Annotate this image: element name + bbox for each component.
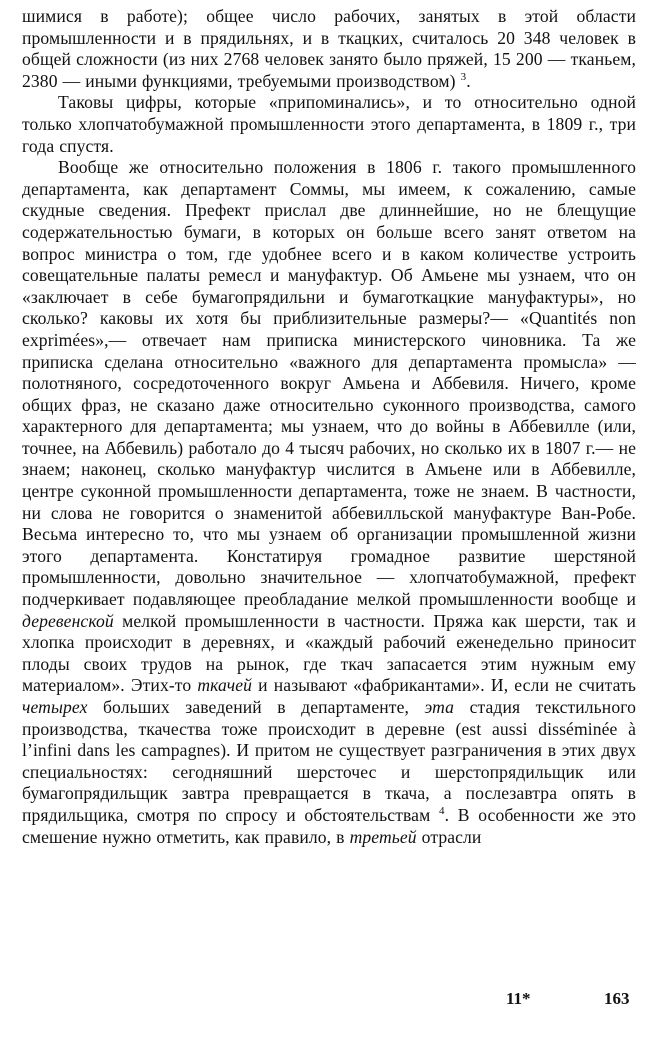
text-run: . [466,70,471,91]
italic-text: третьей [349,826,417,847]
text-run: отрасли [416,826,482,847]
text-run: стадия текстильного производства, ткачества тоже происходит в деревне (est aussi disséminée à l’infini dans les campagnes). И притом не существует разграничения в этих двух специальностях: сегодняшний шерсточес и шерстопрядильщик или бумагопрядильщик завтра превращается в ткача, а послезавтра опять в прядильщика, смотря по спросу и обстоятельствам [22,697,636,825]
page-number: 163 [604,989,630,1008]
text-run: . В особенности же это смешение нужно отметить, как правило, в [22,804,636,847]
page-footer [0,989,660,1015]
page-body [22,6,636,848]
italic-text: эта [424,697,455,717]
text-run: больших заведений в департаменте, [87,697,425,717]
text-run: шимися в работе); общее число рабочих, занятых в этой области промышленности и в прядильнях, и в ткацких, считалось 20 348 человек в общей сложности (из них 2768 человек занято было пряжей, 15 200 — тканьем, 2380 — иными функциями, требуемыми производством) [22,6,636,91]
footnote-ref[interactable]: 4 [438,805,445,818]
text-run: и называют «фабрикантами». И, если не считать [252,675,636,696]
text-run: Таковы цифры, которые «припоминались», и то относительно одной только хлопчатобумажной промышленности этого департамента, в 1809 г., три года спустя. [22,92,636,156]
text-run: мелкой промышленности в частности. Пряжа как шерсти, так и хлопка происходит в деревнях, и «каждый рабочий еженедельно приносит плоды своих трудов на рынок, где ткач запасается этим нужным ему материалом». Этих-то [22,610,636,696]
paragraph [22,92,636,157]
printer-signature-mark: 11* [506,989,531,1008]
paragraph [22,157,636,848]
italic-text: деревенской [22,610,114,631]
text-run: Вообще же относительно положения в 1806 г. такого промышленного департамента, как департамент Соммы, мы имеем, к сожалению, самые скудные сведения. Префект прислал две длиннейшие, но не блещущие содержательностью бумаги, в которых он больше всего занят ответом на вопрос министра о том, где удобнее всего и в каком количестве устроить совещательные палаты ремесл и мануфактур. Об Амьене мы узнаем, что он «заключает в себе бумагопрядильни и бумаготкацкие мануфактуры», но сколько? каковы их хотя бы приблизительные размеры?— «Quantités non exprimées»,— отвечает нам приписка министерского чиновника. Та же приписка сделана относительно «важного для департамента промысла» — полотняного, сосредоточенного вокруг Амьена и Аббевиля. Ничего, кроме общих фраз, не сказано даже относительно суконного производства, самого характерного для департамента; мы узнаем, что до войны в Аббевилле (или, точнее, на Аббевиль) работало до 4 тысяч рабочих, но сколько их в 1807 г.— не знаем; наконец, сколько мануфактур числится в Амьене или в Аббевилле, центре суконной промышленности департамента, тоже не знаем. В частности, ни слова не говорится о знаменитой аббевилльской мануфактуре Ван-Робе. Весьма интересно то, что мы узнаем об организации промышленной жизни этого департамента. Констатируя громадное развитие шерстяной промышленности, довольно значительное — хлопчатобумажной, префект подчеркивает подавляющее преобладание мелкой промышленности вообще и [22,157,636,610]
footnote-ref[interactable]: 3 [460,70,467,83]
italic-text: ткачей [197,675,253,696]
paragraph [22,6,636,92]
italic-text: четырех [22,697,88,717]
